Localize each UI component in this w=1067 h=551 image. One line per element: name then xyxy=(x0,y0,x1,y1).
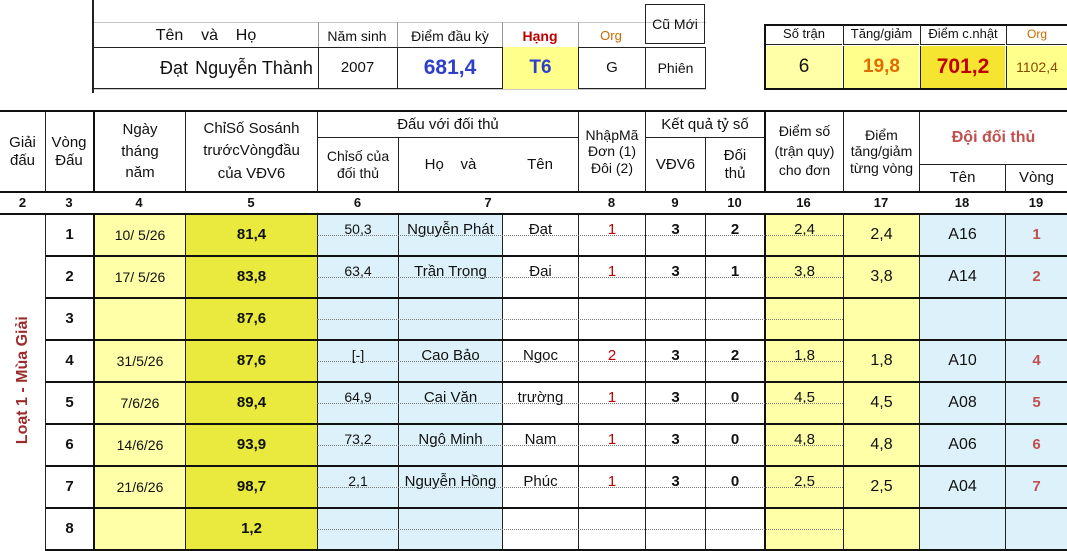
pre-round-index[interactable]: 83,8 xyxy=(185,257,317,297)
opponent-team[interactable]: A06 xyxy=(919,425,1005,465)
pre-round-index[interactable]: 93,9 xyxy=(185,425,317,465)
opponent-team[interactable]: A14 xyxy=(919,257,1005,297)
opponent-lastname[interactable]: Ngô Minh xyxy=(398,425,502,465)
summary-matches[interactable]: 6 xyxy=(766,46,842,88)
input-code[interactable]: 1 xyxy=(578,425,645,465)
match-points[interactable]: 4,5 xyxy=(764,383,843,423)
match-date[interactable]: 14/6/26 xyxy=(93,425,185,465)
input-code[interactable]: 1 xyxy=(578,257,645,297)
match-points[interactable]: 3,8 xyxy=(764,257,843,297)
match-date[interactable] xyxy=(93,509,185,549)
match-points[interactable]: 4,8 xyxy=(764,425,843,465)
score-opponent[interactable]: 2 xyxy=(705,215,764,255)
round-number[interactable]: 2 xyxy=(45,257,93,297)
match-date[interactable]: 21/6/26 xyxy=(93,467,185,507)
header-opp-index: Chỉsố của đối thủ xyxy=(317,138,398,191)
team-round[interactable]: 2 xyxy=(1005,257,1067,297)
opponent-lastname[interactable]: Cao Bảo xyxy=(398,341,502,381)
round-delta[interactable]: 4,5 xyxy=(843,383,919,423)
match-points[interactable]: 2,5 xyxy=(764,467,843,507)
row-divider xyxy=(317,403,843,404)
header-input-code: NhậpMã Đơn (1) Đôi (2) xyxy=(578,112,645,191)
series-label: Loạt 1 - Mùa Giải xyxy=(13,315,31,444)
header-score-opponent: Đối thủ xyxy=(705,138,764,191)
colnum: 5 xyxy=(247,194,255,210)
score-opponent[interactable]: 0 xyxy=(705,383,764,423)
opponent-lastname[interactable]: Nguyễn Hồng xyxy=(398,467,502,507)
colnum: 18 xyxy=(954,194,970,210)
header-team-name: Tên xyxy=(919,165,1005,191)
profile-org-header: Org xyxy=(600,27,622,43)
input-code[interactable]: 2 xyxy=(578,341,645,381)
profile-last-name[interactable]: Nguyễn Thành xyxy=(195,57,313,78)
round-delta[interactable] xyxy=(843,299,919,339)
colnum: 19 xyxy=(1028,194,1044,210)
opponent-firstname[interactable]: Nam xyxy=(502,425,578,465)
opponent-index[interactable]: 64,9 xyxy=(317,383,398,423)
opponent-firstname[interactable]: Ngọc xyxy=(502,341,578,381)
round-number[interactable]: 4 xyxy=(45,341,93,381)
profile-name-header: Tên và Họ xyxy=(155,26,257,44)
score-player[interactable]: 3 xyxy=(645,383,705,423)
score-opponent[interactable]: 0 xyxy=(705,467,764,507)
score-opponent[interactable]: 1 xyxy=(705,257,764,297)
round-delta[interactable]: 2,5 xyxy=(843,467,919,507)
summary-change[interactable]: 19,8 xyxy=(843,46,919,88)
round-delta[interactable]: 1,8 xyxy=(843,341,919,381)
opponent-team[interactable] xyxy=(919,509,1005,549)
profile-birth-year[interactable]: 2007 xyxy=(318,47,396,89)
colnum: 10 xyxy=(727,194,742,210)
pre-round-index[interactable]: 1,2 xyxy=(185,509,317,549)
score-player[interactable]: 3 xyxy=(645,341,705,381)
colnum: 7 xyxy=(484,194,492,210)
score-player[interactable]: 3 xyxy=(645,257,705,297)
header-opp-team: Đội đối thủ xyxy=(919,112,1067,165)
opponent-team[interactable]: A04 xyxy=(919,467,1005,507)
opponent-team[interactable] xyxy=(919,299,1005,339)
header-points: Điểm số (trận quy) cho đơn xyxy=(764,112,843,191)
header-score: Kết quả tỷ số xyxy=(645,112,764,138)
colnum: 6 xyxy=(353,194,362,210)
opponent-lastname[interactable]: Nguyễn Phát xyxy=(398,215,502,255)
opponent-index[interactable]: 50,3 xyxy=(317,215,398,255)
score-player[interactable]: 3 xyxy=(645,425,705,465)
column-number-row xyxy=(0,193,1067,213)
header-vs-opponent: Đấu với đối thủ xyxy=(317,112,578,138)
colnum: 8 xyxy=(607,194,616,210)
team-round[interactable]: 1 xyxy=(1005,215,1067,255)
profile-start-header: Điểm đầu kỳ xyxy=(411,27,489,44)
opponent-team[interactable]: A08 xyxy=(919,383,1005,423)
summary-updated[interactable]: 701,2 xyxy=(920,46,1005,88)
round-delta[interactable] xyxy=(843,509,919,549)
row-divider xyxy=(317,529,843,530)
summary-change-header: Tăng/giảm xyxy=(843,25,919,45)
round-number[interactable]: 3 xyxy=(45,299,93,339)
opponent-lastname[interactable]: Cai Văn xyxy=(398,383,502,423)
colnum: 9 xyxy=(671,194,679,210)
round-number[interactable]: 1 xyxy=(45,215,93,255)
row-divider xyxy=(317,235,843,236)
team-round[interactable]: 7 xyxy=(1005,467,1067,507)
opponent-team[interactable]: A16 xyxy=(919,215,1005,255)
opponent-index[interactable]: 63,4 xyxy=(317,257,398,297)
opponent-index[interactable]: 2,1 xyxy=(317,467,398,507)
score-player[interactable]: 3 xyxy=(645,467,705,507)
match-date[interactable]: 10/ 5/26 xyxy=(93,215,185,255)
pre-round-index[interactable]: 98,7 xyxy=(185,467,317,507)
match-date[interactable]: 7/6/26 xyxy=(93,383,185,423)
opponent-index[interactable]: 73,2 xyxy=(317,425,398,465)
round-delta[interactable]: 4,8 xyxy=(843,425,919,465)
score-opponent[interactable]: 0 xyxy=(705,425,764,465)
header-round: Vòng Đấu xyxy=(45,112,92,191)
profile-first-name[interactable]: Đạt xyxy=(159,57,188,78)
round-number[interactable]: 7 xyxy=(45,467,93,507)
summary-matches-header: Số trận xyxy=(766,25,842,45)
match-date[interactable]: 31/5/26 xyxy=(93,341,185,381)
team-round[interactable] xyxy=(1005,299,1067,339)
profile-org[interactable]: G xyxy=(578,47,645,89)
header-delta: Điểm tăng/giảm từng vòng xyxy=(843,112,919,191)
opponent-firstname[interactable]: trường xyxy=(502,383,578,423)
profile-rank[interactable]: T6 xyxy=(502,47,578,89)
header-team-round: Vòng xyxy=(1005,165,1067,191)
round-number[interactable]: 5 xyxy=(45,383,93,423)
pre-round-index[interactable]: 81,4 xyxy=(185,215,317,255)
round-number[interactable]: 6 xyxy=(45,425,93,465)
team-round[interactable] xyxy=(1005,509,1067,549)
summary-updated-header: Điểm c.nhật xyxy=(920,25,1005,45)
row-divider xyxy=(317,277,843,278)
match-points[interactable]: 2,4 xyxy=(764,215,843,255)
team-round[interactable]: 6 xyxy=(1005,425,1067,465)
input-code[interactable]: 1 xyxy=(578,467,645,507)
colnum: 17 xyxy=(873,194,889,210)
score-player[interactable]: 3 xyxy=(645,215,705,255)
row-divider xyxy=(317,319,843,320)
header-opp-lastname: Họ và xyxy=(398,138,502,191)
pre-round-index[interactable]: 87,6 xyxy=(185,299,317,339)
round-delta[interactable]: 3,8 xyxy=(843,257,919,297)
header-opp-firstname: Tên xyxy=(527,155,553,173)
round-number[interactable]: 8 xyxy=(45,509,93,549)
opponent-index[interactable]: [-] xyxy=(317,341,398,381)
team-round[interactable]: 5 xyxy=(1005,383,1067,423)
opponent-firstname[interactable]: Đạt xyxy=(502,215,578,255)
row-divider xyxy=(317,487,843,488)
row-divider xyxy=(317,361,843,362)
pre-round-index[interactable]: 89,4 xyxy=(185,383,317,423)
header-index: ChỉSố Sosánh trướcVòngđầu của VĐV6 xyxy=(185,112,317,191)
colnum: 2 xyxy=(18,194,27,210)
opponent-firstname[interactable]: Phúc xyxy=(502,467,578,507)
header-date: Ngày tháng năm xyxy=(93,112,185,191)
opponent-lastname[interactable]: Trần Trọng xyxy=(398,257,502,297)
opponent-firstname[interactable]: Đại xyxy=(502,257,578,297)
opponent-team[interactable]: A10 xyxy=(919,341,1005,381)
colnum: 4 xyxy=(135,194,143,210)
pre-round-index[interactable]: 87,6 xyxy=(185,341,317,381)
input-code[interactable]: 1 xyxy=(578,215,645,255)
header-tournament: Giải đấu xyxy=(9,134,36,169)
match-date[interactable] xyxy=(93,299,185,339)
match-points[interactable]: 1,8 xyxy=(764,341,843,381)
round-delta[interactable]: 2,4 xyxy=(843,215,919,255)
match-date[interactable]: 17/ 5/26 xyxy=(93,257,185,297)
row-divider xyxy=(317,445,843,446)
colnum: 3 xyxy=(65,194,73,210)
score-opponent[interactable]: 2 xyxy=(705,341,764,381)
team-round[interactable]: 4 xyxy=(1005,341,1067,381)
input-code[interactable]: 1 xyxy=(578,383,645,423)
profile-rank-header: Hạng xyxy=(522,27,558,44)
profile-oldnew[interactable]: Phiên xyxy=(645,47,706,89)
summary-org-header: Org xyxy=(1006,25,1067,45)
profile-start-points[interactable]: 681,4 xyxy=(397,47,502,89)
table-left-border xyxy=(45,215,46,545)
colnum: 16 xyxy=(796,194,811,210)
profile-birth-header: Năm sinh xyxy=(327,27,387,44)
header-score-player: VĐV6 xyxy=(645,138,705,191)
profile-oldnew-header: Cũ Mới xyxy=(645,4,705,44)
summary-org[interactable]: 1102,4 xyxy=(1006,46,1067,88)
